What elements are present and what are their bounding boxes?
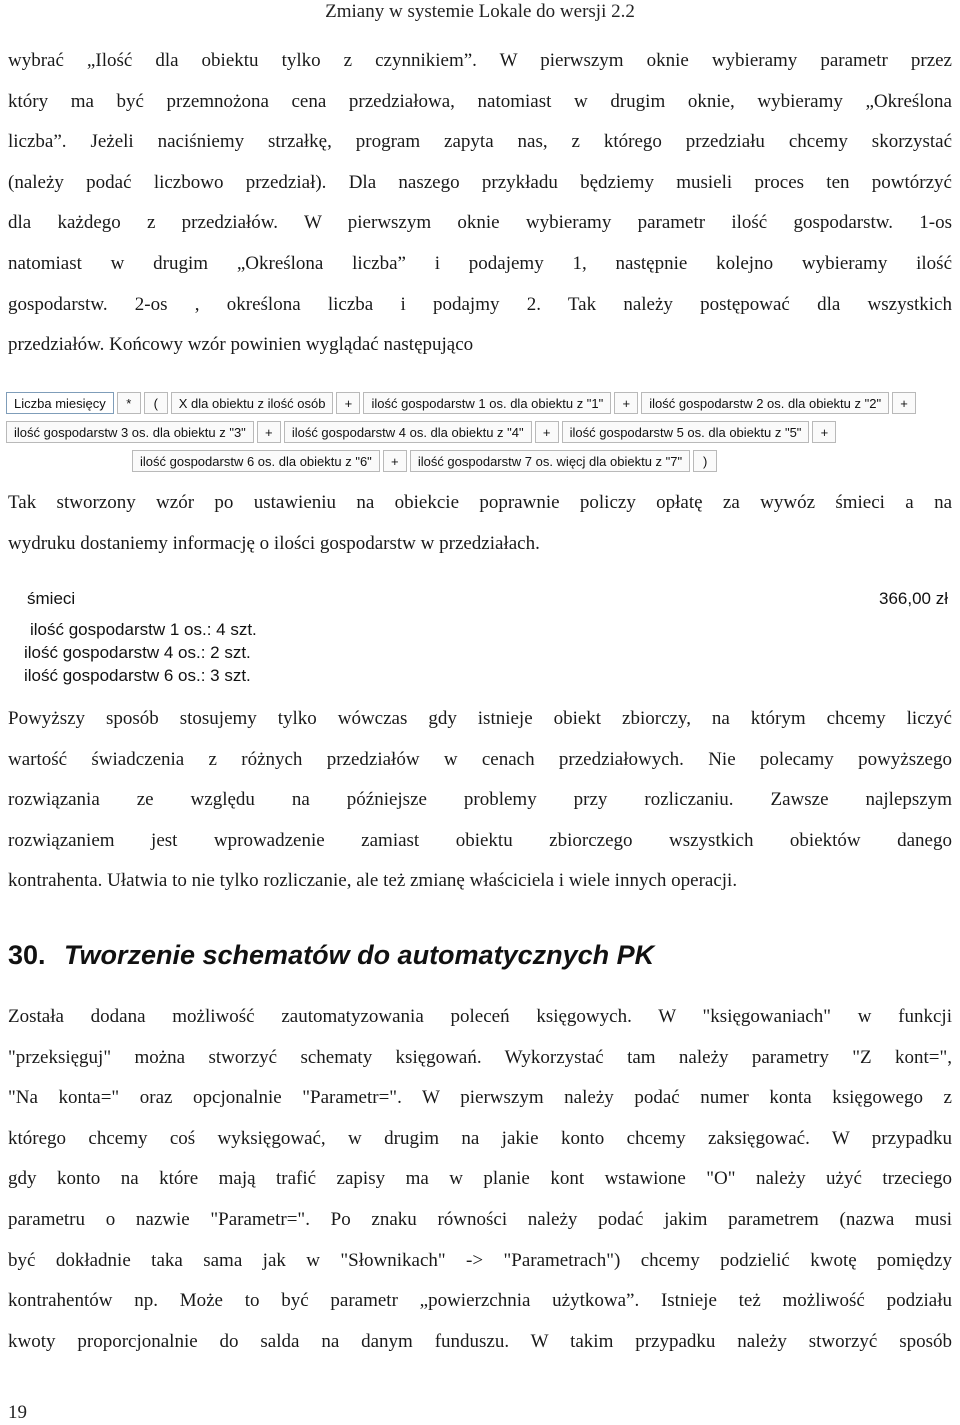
section-heading: [8, 940, 654, 971]
formula-operator[interactable]: ): [693, 450, 717, 472]
text-line: (należy podać liczbowo przedział). Dla naszego przykładu będziemy musieli proces ten powtórzyć: [8, 171, 952, 193]
paragraph-intro: [8, 41, 952, 366]
formula-operator[interactable]: +: [812, 421, 836, 443]
formula-row-3: [132, 448, 720, 474]
section-title: Tworzenie schematów do automatycznych PK: [64, 940, 655, 970]
text-line: "Na konta=" oraz opcjonalnie "Parametr=". W pierwszym należy podać numer konta księgowego z: [8, 1087, 952, 1109]
text-line: przedziałów. Końcowy wzór powinien wyglądać następująco: [8, 334, 474, 356]
formula-row-1: [6, 390, 919, 416]
formula-token[interactable]: ilość gospodarstw 4 os. dla obiektu z "4": [284, 421, 532, 443]
printout-line: ilość gospodarstw 4 os.: 2 szt.: [24, 643, 251, 662]
formula-token[interactable]: X dla obiektu z ilość osób: [171, 392, 334, 414]
text-line: kontrahenta. Ułatwia to nie tylko rozliczanie, ale też zmianę właściciela i wiele innych operacji.: [8, 870, 738, 892]
text-line: parametru o nazwie "Parametr=". Po znaku równości należy podać jakim parametrem (nazwa musi: [8, 1208, 952, 1230]
formula-operator[interactable]: +: [614, 392, 638, 414]
formula-token[interactable]: ilość gospodarstw 7 os. więcj dla obiektu z "7": [410, 450, 690, 472]
formula-operator[interactable]: +: [892, 392, 916, 414]
text-line: gospodarstw. 2-os , określona liczba i podajmy 2. Tak należy postępować dla wszystkich: [8, 293, 952, 315]
text-line: rozwiązaniem jest wprowadzenie zamiast obiektu zbiorczego wszystkich obiektów danego: [8, 829, 952, 851]
text-line: liczba”. Jeżeli naciśniemy strzałkę, program zapyta nas, z którego przedziału chcemy skorzystać: [8, 131, 952, 153]
text-line: Została dodana możliwość zautomatyzowania poleceń księgowych. W "księgowaniach" w funkcji: [8, 1006, 952, 1027]
printout-preview: [22, 587, 952, 691]
text-line: być dokładnie taka sama jak w "Słownikach" -> "Parametrach") chcemy podzielić kwotę pomiędzy: [8, 1249, 952, 1271]
formula-editor: [6, 388, 956, 476]
printout-line: ilość gospodarstw 6 os.: 3 szt.: [24, 666, 251, 685]
text-line: kontrahentów np. Może to być parametr „powierzchnia użytkowa”. Istnieje też możliwość podziału: [8, 1290, 952, 1312]
text-line: który ma być przemnożona cena przedziałowa, natomiast w drugim oknie, wybieramy „Określona: [8, 90, 952, 112]
text-line: Powyższy sposób stosujemy tylko wówczas gdy istnieje obiekt zbiorczy, na którym chcemy liczyć: [8, 708, 952, 729]
formula-token[interactable]: ilość gospodarstw 2 os. dla obiektu z "2": [641, 392, 889, 414]
text-line: dla każdego z przedziałów. W pierwszym oknie wybieramy parametr ilość gospodarstw. 1-os: [8, 212, 952, 234]
text-line: którego chcemy coś wyksięgować, w drugim na jakie konto chcemy zaksięgować. W przypadku: [8, 1127, 952, 1149]
text-line: wydruku dostaniemy informację o ilości gospodarstw w przedziałach.: [8, 532, 540, 554]
text-line: gdy konto na które mają trafić zapisy ma w planie kont wstawione "O" należy użyć trzeciego: [8, 1168, 952, 1190]
formula-operator[interactable]: +: [535, 421, 559, 443]
formula-token[interactable]: ilość gospodarstw 5 os. dla obiektu z "5": [562, 421, 810, 443]
formula-token[interactable]: ilość gospodarstw 3 os. dla obiektu z "3": [6, 421, 254, 443]
paragraph-formula-result: [8, 483, 952, 564]
paragraph-recommendation: [8, 699, 952, 902]
formula-token[interactable]: ilość gospodarstw 6 os. dla obiektu z "6": [132, 450, 380, 472]
formula-token[interactable]: Liczba miesięcy: [6, 392, 114, 414]
text-line: wartość świadczenia z różnych przedziałów w cenach przedziałowych. Nie polecamy powyższego: [8, 748, 952, 770]
text-line: "przeksięguj" można stworzyć schematy księgowań. Wykorzystać tam należy parametry "Z kont=",: [8, 1046, 952, 1068]
formula-operator[interactable]: +: [257, 421, 281, 443]
page-header: Zmiany w systemie Lokale do wersji 2.2: [325, 1, 635, 22]
text-line: Tak stworzony wzór po ustawieniu na obiekcie poprawnie policzy opłatę za wywóz śmieci a na: [8, 492, 952, 513]
formula-operator[interactable]: (: [144, 392, 168, 414]
formula-token[interactable]: ilość gospodarstw 1 os. dla obiektu z "1": [363, 392, 611, 414]
formula-operator[interactable]: +: [383, 450, 407, 472]
section-number: 30.: [8, 940, 46, 970]
printout-line: ilość gospodarstw 1 os.: 4 szt.: [30, 620, 257, 639]
formula-operator[interactable]: *: [117, 392, 141, 414]
text-line: rozwiązania ze względu na późniejsze problemy przy rozliczaniu. Zawsze najlepszym: [8, 789, 952, 811]
page-number: 19: [8, 1402, 27, 1423]
printout-amount: 366,00 zł: [879, 589, 948, 608]
printout-title: śmieci: [27, 589, 76, 608]
text-line: kwoty proporcjonalnie do salda na danym funduszu. W takim przypadku należy stworzyć sposób: [8, 1330, 952, 1352]
text-line: natomiast w drugim „Określona liczba” i podajemy 1, następnie kolejno wybieramy ilość: [8, 252, 952, 274]
formula-row-2: [6, 419, 839, 445]
paragraph-section-body: [8, 997, 952, 1362]
formula-operator[interactable]: +: [336, 392, 360, 414]
text-line: wybrać „Ilość dla obiektu tylko z czynnikiem”. W pierwszym oknie wybieramy parametr przez: [8, 50, 952, 71]
